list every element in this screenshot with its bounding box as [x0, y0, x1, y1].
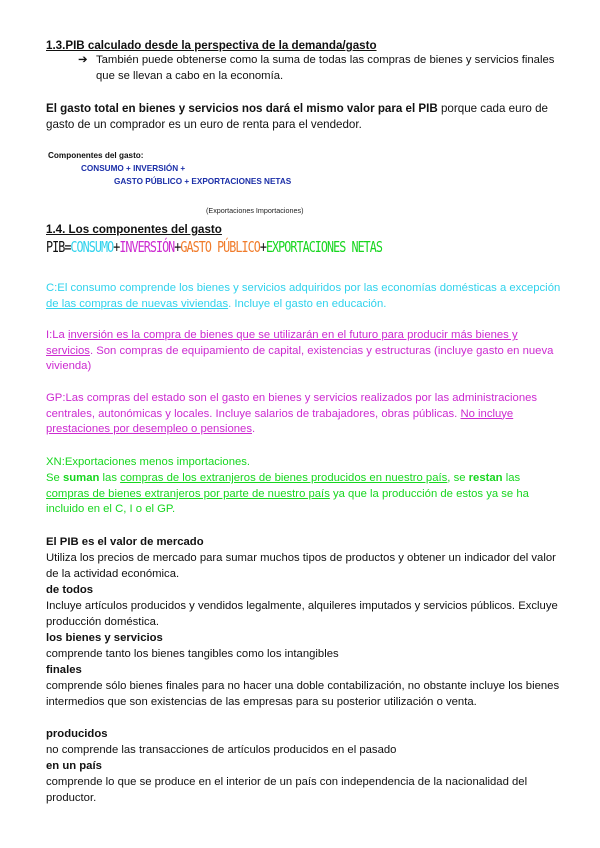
xn-underlined-exports: compras de los extranjeros de bienes producidos en nuestro país: [120, 472, 448, 484]
gasto-rest-text: porque cada euro de gasto de un comprador es un euro de renta para el vendedor.: [46, 102, 548, 131]
bienes-servicios-heading: los bienes y servicios: [46, 632, 163, 644]
formula-gasto-publico: GASTO PÚBLICO: [180, 238, 260, 256]
pib-formula: [46, 238, 382, 256]
gasto-publico-paragraph: [46, 391, 561, 438]
xn-text: , se: [447, 472, 469, 484]
componentes-label: Componentes del gasto:: [48, 151, 144, 160]
formula-plus: +: [113, 238, 120, 256]
consumo-paragraph: [46, 281, 561, 312]
xn-paragraph: [46, 471, 561, 518]
valor-paragraph: Utiliza los precios de mercado para sumar muchos tipos de productos y obtener un indicador del valor de la actividad económica.: [46, 552, 556, 580]
finales-heading: finales: [46, 664, 82, 676]
xn-text-end: ya que la producción de estos ya se ha incluido en el C, I o el GP.: [46, 487, 529, 515]
gp-text: GP:Las compras del estado son el gasto en bienes y servicios realizados por las administraciones centrales, autonómicas y locales. Incluye salarios de trabajadores, obras públicas.: [46, 392, 538, 420]
de-todos-paragraph: Incluye artículos producidos y vendidos legalmente, alquileres imputados y servicios públicos. Excluye producción doméstica.: [46, 600, 558, 628]
componentes-line-1: CONSUMO + INVERSIÓN +: [81, 164, 186, 173]
arrow-bullet-icon: ➔: [78, 54, 88, 66]
consumo-text-end: . Incluye el gasto en educación.: [228, 297, 387, 310]
formula-exportaciones-netas: EXPORTACIONES NETAS: [265, 238, 383, 256]
valor-heading: El PIB es el valor de mercado: [46, 536, 204, 548]
gasto-bold-text: El gasto total en bienes y servicios nos dará el mismo valor para el PIB: [46, 102, 438, 115]
bullet-item: [78, 53, 566, 84]
formula-plus: +: [174, 238, 181, 256]
section-1-3-heading: 1.3.PIB calculado desde la perspectiva de la demanda/gasto: [46, 39, 377, 52]
de-todos-heading: de todos: [46, 584, 94, 596]
inversion-text: I:La: [46, 329, 68, 341]
bullet-text: También puede obtenerse como la suma de todas las compras de bienes y servicios finales que se llevan a cabo en la economía.: [96, 54, 555, 82]
producidos-paragraph: no comprende las transacciones de artículos producidos en el pasado: [46, 744, 397, 756]
en-un-pais-heading: en un país: [46, 760, 102, 772]
formula-consumo: CONSUMO: [70, 238, 114, 256]
xn-restan: restan: [468, 472, 503, 484]
xn-text: las: [99, 472, 121, 484]
inversion-underlined: inversión es la compra de bienes que se utilizarán en el futuro para producir más bienes y servicios: [46, 329, 518, 357]
gp-underlined: No incluye prestaciones por desempleo o pensiones: [46, 407, 514, 435]
en-un-pais-paragraph: comprende lo que se produce en el interior de un país con independencia de la nacionalidad del productor.: [46, 776, 528, 804]
producidos-heading: producidos: [46, 728, 108, 740]
xn-suman: suman: [62, 472, 100, 484]
consumo-text: C:El consumo comprende los bienes y servicios adquiridos por las economías domésticas a excepción: [46, 282, 561, 294]
gp-text-end: .: [252, 423, 256, 435]
consumo-underlined: de las compras de nuevas viviendas: [46, 297, 229, 310]
inversion-paragraph: [46, 328, 561, 375]
formula-inversion: INVERSIÓN: [119, 238, 175, 256]
xn-text: Se: [46, 472, 63, 484]
bienes-servicios-paragraph: comprende tanto los bienes tangibles como los intangibles: [46, 648, 339, 660]
finales-paragraph: comprende sólo bienes finales para no hacer una doble contabilización, no obstante incluye los bienes intermedios que son existencias de las empresas para su posterior utilización o venta.: [46, 680, 560, 708]
componentes-note: (Exportaciones Importaciones): [206, 206, 304, 215]
xn-underlined-imports: compras de bienes extranjeros por parte de nuestro país: [46, 487, 330, 500]
xn-heading-line: XN:Exportaciones menos importaciones.: [46, 456, 251, 468]
section-1-4-heading: 1.4. Los componentes del gasto: [46, 223, 222, 236]
xn-text: las: [502, 472, 521, 484]
componentes-line-2: GASTO PÚBLICO + EXPORTACIONES NETAS: [114, 177, 292, 186]
inversion-text-end: . Son compras de equipamiento de capital, existencias y estructuras (incluye gasto en nueva vivienda): [46, 344, 554, 372]
gasto-paragraph: [46, 101, 561, 132]
formula-plus: +: [259, 238, 266, 256]
formula-pib: PIB=: [46, 238, 71, 256]
